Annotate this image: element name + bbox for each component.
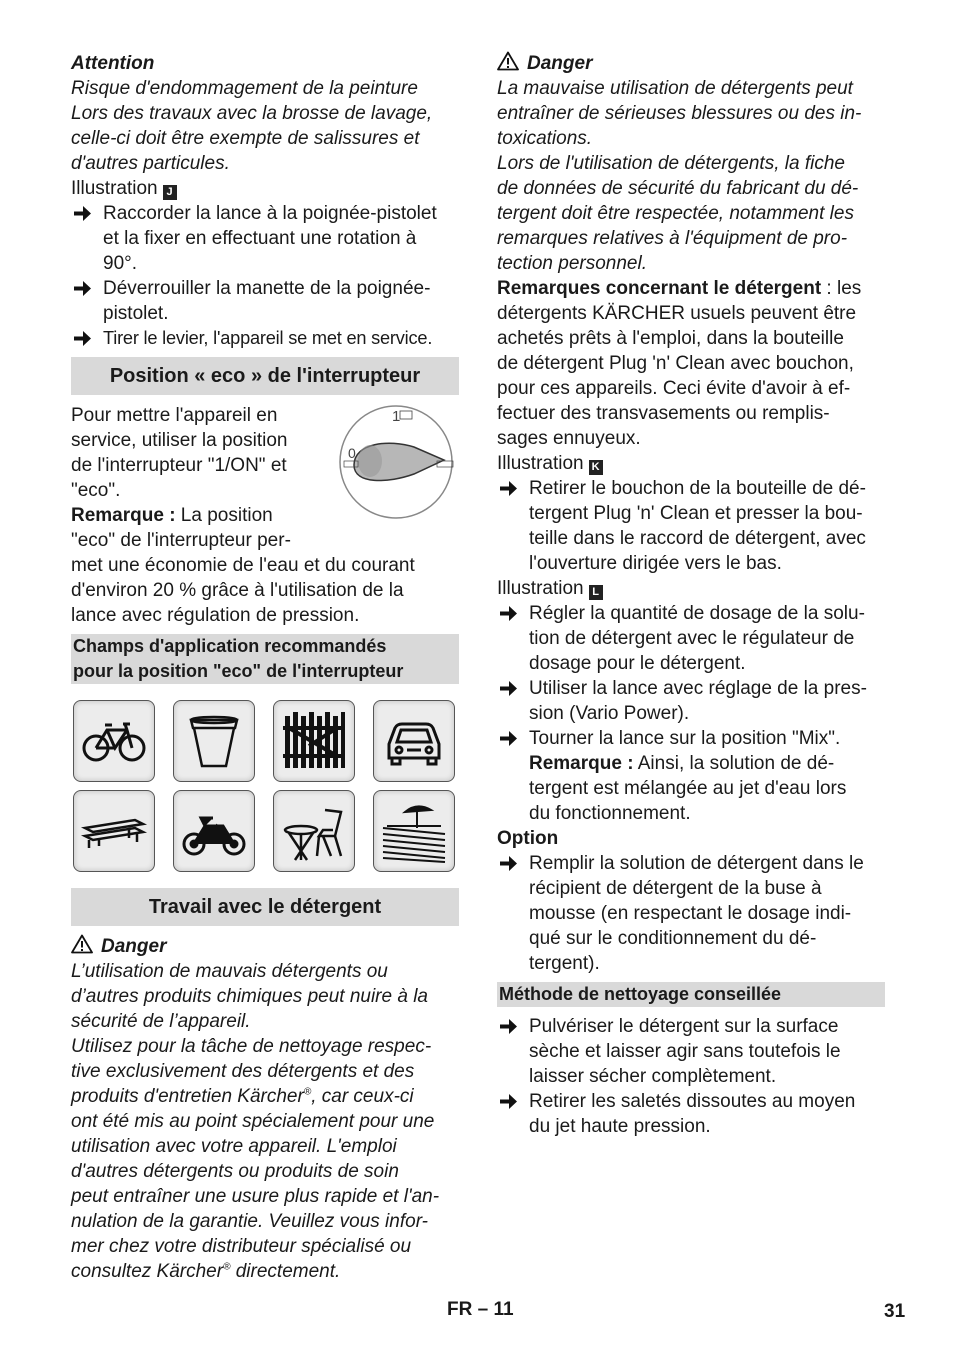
list-item: Déverrouiller la manette de la poignée- pistolet. (71, 276, 459, 326)
tile (273, 700, 355, 782)
list-item: Tirer le levier, l'appareil se met en service. (71, 326, 459, 351)
attention-line: celle-ci doit être exempte de salissures et (71, 128, 420, 149)
tile (73, 790, 155, 872)
list-item: Pulvériser le détergent sur la surface sèche et laisser agir sans toutefois le laisser sécher complètement. (497, 1014, 885, 1089)
tile (373, 700, 455, 782)
list-item: Régler la quantité de dosage de la solu- tion de détergent avec le régulateur de dosage pour le détergent. (497, 601, 885, 676)
illustration-letter: K (589, 460, 603, 475)
right-column: Danger La mauvaise utilisation de détergents peut entraîner de sérieuses blessures ou des in- toxications. Lors de l'utilisation de détergents, la fiche de données de sécurité du fabricant du dé- tergent doit être respectée, notamment les remarques relatives à l'équipment de pro- tection personnel. Remarques concernant le détergent : les détergents KÄRCHER usuels peuvent être achetés prêts à l'emploi, dans la bouteille de détergent Plug 'n' Clean avec bouchon, pour ces appareils. Ceci évite d'avoir à ef- fectuer des transvasements ou remplis- sages ennuyeux. Illustration K Retirer le bouchon de la bouteille de dé- tergent Plug 'n' Clean et presser la bou- teille dans le raccord de détergent, avec l'ouverture dirigée vers le bas. Illustration L Régler la quantité de dosage de la solu- tion de détergent avec le régulateur de dosage pour le détergent. Utiliser la lance avec réglage de la pres- sion (Vario Power). Tourner la lance sur la position "Mix". Remarque : Ainsi, la solution de dé- tergent est mélangée au jet d'eau lors du fonctionnement. Option Remplir la solution de détergent dans le récipient de détergent de la buse à mousse (en respectant le dosage indi- qué sur le conditionnement du dé- tergent). Méthode de nettoyage conseillée Pulvériser le détergent sur la surface sèche et laisser agir sans toutefois le laisser sécher complètement. Retirer les saletés dissoutes au moyen du jet haute pression. (497, 51, 885, 1139)
list-item: Raccorder la lance à la poignée-pistolet et la fixer en effectuant une rotation à 90°. (71, 201, 459, 276)
warning-icon (497, 51, 519, 71)
motorcycle-icon (179, 796, 249, 866)
page-number: 31 (884, 1301, 906, 1322)
section-heading-methode: Méthode de nettoyage conseillée (497, 982, 885, 1007)
tile (273, 790, 355, 872)
arrow-right-icon (500, 1018, 518, 1035)
arrow-right-icon (500, 1093, 518, 1110)
section-heading-champs: Champs d'application recommandés pour la position "eco" de l'interrupteur (71, 634, 459, 684)
arrow-right-icon (500, 680, 518, 697)
fence-icon (279, 706, 349, 776)
attention-title: Attention (71, 53, 155, 74)
list-item: Retirer les saletés dissoutes au moyen du jet haute pression. (497, 1089, 885, 1139)
svg-text:0: 0 (348, 445, 356, 461)
danger-title: Danger (497, 51, 885, 76)
list-item: Utiliser la lance avec réglage de la pres- sion (Vario Power). (497, 676, 885, 726)
eco-switch-figure (334, 403, 459, 521)
illustration-ref: Illustration K (497, 451, 885, 476)
garden-furniture-icon (279, 796, 349, 866)
list-item: Tourner la lance sur la position "Mix". Remarque : Ainsi, la solution de dé- tergent est mélangée au jet d'eau lors du fonctionnement. (497, 726, 885, 826)
bicycle-icon (79, 706, 149, 776)
attention-line: Risque d'endommagement de la peinture (71, 78, 418, 99)
remarques-note: Remarques concernant le détergent : les (497, 278, 862, 299)
terrace-icon (379, 796, 449, 866)
list-item: Remplir la solution de détergent dans le récipient de détergent de la buse à mousse (en respectant le dosage indi- qué sur le conditionnement du dé- tergent). (497, 851, 885, 976)
arrow-right-icon (500, 730, 518, 747)
footer-section-label: FR – 11 (447, 1299, 514, 1320)
attention-line: Lors des travaux avec la brosse de lavage, (71, 103, 433, 124)
option-label: Option (497, 828, 559, 849)
attention-line: d'autres particules. (71, 153, 230, 174)
svg-text:1: 1 (392, 408, 401, 425)
tile (173, 790, 255, 872)
illustration-ref: Illustration L (497, 576, 885, 601)
illustration-letter: J (163, 185, 177, 200)
arrow-right-icon (500, 605, 518, 622)
application-icon-grid (73, 700, 459, 872)
danger-title: Danger (71, 934, 459, 959)
illustration-letter: L (589, 585, 603, 600)
arrow-right-icon (74, 280, 92, 297)
section-heading-travail: Travail avec le détergent (71, 888, 459, 926)
left-column: Attention Risque d'endommagement de la peinture Lors des travaux avec la brosse de lavage, celle-ci doit être exempte de salissures et d'autres particules. Illustration J Raccorder la lance à la poignée-pistolet et la fixer en effectuant une rotation à 90°. Déverrouiller la manette de la poignée- pistolet. Tirer le levier, l'appareil se met en service. Position « eco » de l'interrupteur 1 0 Pour mettre l'appareil en service, utiliser la position de l'interrupteur "1/ON" et "eco". Remarque : La position "eco" de l'interrupteur per- met une économie de l'eau et du courant d'environ 20 % grâce à l'utilisation de la lance avec régulation de pression. Champs d'application recommandés pour la position "eco" de l'interrupteur Travail avec le détergent Danger L’utilisation de mauvais détergents ou d’autres produits chimiques peut nuire à la sécurité de l’appareil. Utilisez pour la tâche de nettoyage respec- tive exclusivement des détergents et des produits d'entretien Kärcher®, car ceux-ci ont été mis au point spécialement pour une utilisation avec votre appareil. L'emploi d'autres détergents ou produits de soin peut entraîner une usure plus rapide et l'an- nulation de la garantie. Veuillez vous infor- mer chez votre distributeur spécialisé ou consultez Kärcher® directement. (71, 51, 459, 1284)
switch-knob-icon (334, 403, 459, 521)
illustration-ref: Illustration J (71, 176, 459, 201)
flower-pot-icon (179, 706, 249, 776)
arrow-right-icon (500, 480, 518, 497)
tile (73, 700, 155, 782)
arrow-right-icon (74, 205, 92, 222)
tile (373, 790, 455, 872)
tile (173, 700, 255, 782)
warning-icon (71, 934, 93, 954)
bench-icon (79, 796, 149, 866)
list-item: Retirer le bouchon de la bouteille de dé- tergent Plug 'n' Clean et presser la bou- teille dans le raccord de détergent, avec l'ouverture dirigée vers le bas. (497, 476, 885, 576)
arrow-right-icon (74, 330, 92, 347)
car-icon (379, 706, 449, 776)
remarque-note: Remarque : La position (71, 505, 273, 526)
section-heading-eco: Position « eco » de l'interrupteur (71, 357, 459, 395)
arrow-right-icon (500, 855, 518, 872)
